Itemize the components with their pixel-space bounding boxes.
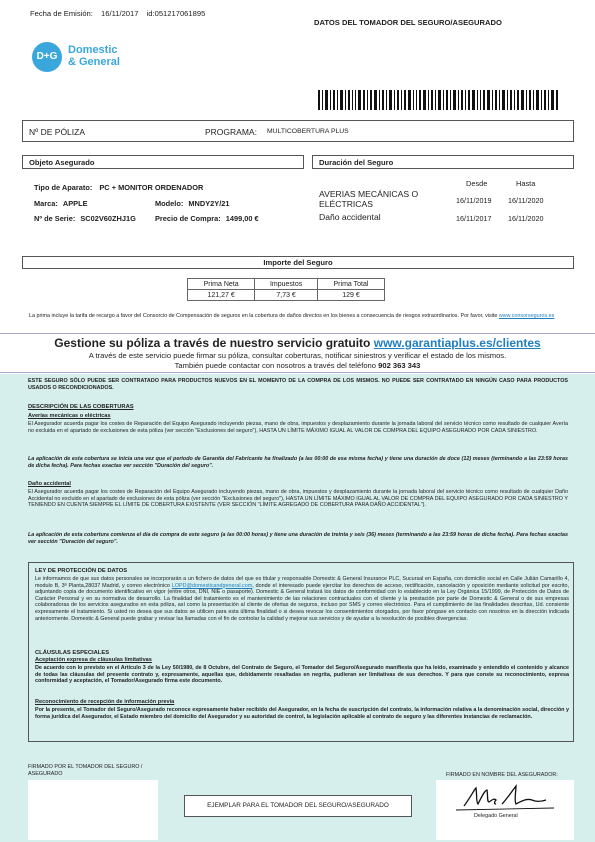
breakdown-title: Averías mecánicas o eléctricas: [28, 413, 111, 419]
accidental-damage-title: Daño accidental: [28, 481, 71, 487]
holder-signature-label: FIRMADO POR EL TOMADOR DEL SEGURO / ASEGURADO: [28, 764, 143, 777]
premium-header-row: [188, 279, 385, 290]
program-value: MULTICOBERTURA PLUS: [267, 128, 349, 135]
duration-col-from: Desde: [466, 179, 488, 188]
document-id: id:051217061895: [146, 9, 206, 18]
acknowledgement-title: Reconocimiento de recepción de información previa: [35, 699, 175, 705]
banner-headline: Gestione su póliza a través de nuestro servicio gratuito www.garantiaplus.es/clientes: [54, 336, 541, 350]
premium-header: [22, 256, 574, 269]
copy-label: EJEMPLAR PARA EL TOMADOR DEL SEGURO/ASEGURADO: [207, 802, 389, 809]
emission-row: [30, 9, 205, 18]
banner-line-3: También puede contactar con nosotros a través del teléfono 902 363 343: [174, 361, 421, 370]
model-row: Modelo: MNDY2Y/21: [155, 199, 230, 208]
coverages-title: DESCRIPCIÓN DE LAS COBERTURAS: [28, 404, 134, 410]
acknowledgement-text: Por la presente, el Tomador del Seguro/Asegurado reconoce expresamente haber recibido del Asegurador, en la fecha de suscripción del contrato, la información relativa a la denominación social, dirección y forma jurídica del Asegurador, el Estado miembro del domicilio del Asegurador y su autoridad de control, la legislación aplicable al contrato de seguro y las diferentes instancias de reclamación.: [35, 707, 569, 720]
lopd-email-link[interactable]: LOPD@domesticandgeneral.com: [171, 582, 253, 589]
premium-net-value: 121,27 €: [188, 290, 255, 301]
brand-row: Marca: APPLE: [34, 199, 88, 208]
handwritten-signature: [436, 780, 574, 816]
price-row: Precio de Compra: 1499,00 €: [155, 214, 259, 223]
duration-col-to: Hasta: [516, 179, 536, 188]
company-logo: [32, 42, 172, 74]
insurer-signature-area: [436, 780, 574, 840]
premium-tax-value: 7,73 €: [255, 290, 318, 301]
duration-title: Duración del Seguro: [319, 158, 394, 167]
holder-signature-box[interactable]: [28, 780, 158, 840]
premium-col-total: Prima Total: [317, 279, 384, 290]
premium-title: Importe del Seguro: [263, 258, 333, 267]
coverage-name: Daño accidental: [319, 212, 381, 222]
data-protection-text: Le informamos de que sus datos personales se incorporarán a un fichero de datos del que es titular y responsable Domestic & General Insurance PLC, Sucursal en España, con domicilio social en Calle Julián Camarillo 4, modulo B, 3ª Planta,28037 Madrid, y correo electrónico LOPD@domesticandgeneral.com, donde el interesado puede ejercitar los derechos de acceso, rectificación, cancelación y oposición mediante solicitud por escrito, adjuntando copia de documento identificativo en vigor (entre otros, DNI, NIE o pasaporte). Domestic & General tratará los datos de conformidad con lo establecido en la Ley Orgánica 15/1999, de Protección de Datos de Carácter Personal y en su normativa de desarrollo. La finalidad del tratamiento es el mantenimiento de las relaciones contractuales con el cliente y la prestación por parte de Domestic & General o de sus empresas colaboradoras de los servicios asegurados en esta póliza, así como la presentación al cliente de ofertas de seguros, incluso por SMS y correo electrónico. Para el cumplimiento de las finalidades descritas, Ud. consiente expresamente el tratamiento. Si usted no desea que sus datos se utilicen para esta última finalidad o si desea revocar los consentimientos otorgados, por favor póngase en contacto con nosotros en la dirección indicada anteriormente. Domestic & General puede grabar y revisar las llamadas con el fin de controlar la calidad y mejorar sus servicios y de ayudar a la resolución de posibles divergencias.: [35, 576, 570, 622]
client-portal-link[interactable]: www.garantiaplus.es/clientes: [373, 336, 541, 350]
acceptance-title: Aceptación expresa de cláusulas limitativas: [35, 657, 152, 663]
policy-number-label: Nº DE PÓLIZA: [29, 127, 86, 137]
banner-line-2: A través de este servicio puede firmar su póliza, consultar coberturas, notificar siniestros y verificar el estado de los mismos.: [88, 351, 507, 360]
legal-box: [28, 562, 574, 742]
logo-text: Domestic & General: [68, 44, 120, 68]
premium-table: [187, 278, 385, 301]
consorcio-link[interactable]: www.consorseguros.es: [498, 313, 555, 319]
premium-note: La prima incluye la tarifa de recargo a favor del Consorcio de Compensación de seguros en la cobertura de daños directos en los bienes a consecuencia de riesgos extraordinarios. Por favor, visite www.consorseguros.es: [29, 313, 555, 319]
premium-value-row: [188, 290, 385, 301]
accidental-damage-period: La aplicación de esta cobertura comienza el día de compra de este seguro (a las 00:00 horas) y tiene una duración de treinta y seis (36) meses (terminando a las 23:59 horas de dicha fecha). Para fechas exactas ver sección "Duración del seguro".: [28, 532, 568, 545]
barcode: [318, 90, 560, 110]
duration-header: [312, 155, 574, 169]
logo-mark-icon: D+G: [32, 42, 62, 72]
coverage-to-date: 16/11/2020: [508, 196, 544, 205]
special-clauses-title: CLÁUSULAS ESPECIALES: [35, 650, 110, 656]
copy-label-box: [184, 795, 412, 817]
premium-col-tax: Impuestos: [255, 279, 318, 290]
insured-object-header: [22, 155, 304, 169]
insurer-signature-label: FIRMADO EN NOMBRE DEL ASEGURADOR:: [446, 772, 558, 778]
delegate-label: Delegado General: [474, 813, 518, 819]
policy-box: [22, 120, 574, 142]
emission-date: 16/11/2017: [101, 9, 139, 18]
coverage-to-date: 16/11/2020: [508, 214, 544, 223]
breakdown-period: La aplicación de esta cobertura se inicia una vez que el periodo de Garantía del Fabricante ha finalizado (a las 00:00 de esa misma fecha) y tiene una duración de doce (12) meses (terminando a las 23:59 horas de dicha fecha). Para fechas exactas ver sección "Duración del seguro".: [28, 456, 568, 469]
premium-total-value: 129 €: [317, 290, 384, 301]
program-label: PROGRAMA:: [205, 127, 257, 137]
premium-col-net: Prima Neta: [188, 279, 255, 290]
coverage-from-date: 16/11/2017: [456, 214, 492, 223]
emission-label: Fecha de Emisión:: [30, 9, 93, 18]
intro-text: ESTE SEGURO SÓLO PUEDE SER CONTRATADO PARA PRODUCTOS NUEVOS EN EL MOMENTO DE LA COMPRA DE LOS MISMOS. NO PUEDE SER CONTRATADO EN NINGÚN CASO PARA PRODUCTOS USADOS O RECONDICIONADOS.: [28, 378, 568, 391]
online-service-banner: [0, 333, 595, 373]
device-type-row: Tipo de Aparato: PC + MONITOR ORDENADOR: [34, 183, 204, 192]
coverage-name: AVERIAS MECÁNICAS O ELÉCTRICAS: [319, 189, 419, 209]
data-protection-title: LEY DE PROTECCIÓN DE DATOS: [35, 568, 128, 574]
breakdown-text: El Asegurador acuerda pagar los costes de Reparación del Equipo Asegurado incluyendo piezas, mano de obra, impuestos y desplazamiento durante la jornada laboral del servicio técnico como resultado de cualquier Avería no excluida en el apartado de exclusiones de esta póliza (ver sección "Exclusiones del seguro"), HASTA UN LÍMITE MÁXIMO IGUAL AL VALOR DE COMPRA DEL EQUIPO ASEGURADO POR CADA SINIESTRO.: [28, 421, 568, 434]
page-title: DATOS DEL TOMADOR DEL SEGURO/ASEGURADO: [314, 18, 502, 27]
phone-number: 902 363 343: [378, 361, 421, 370]
coverage-from-date: 16/11/2019: [456, 196, 492, 205]
serial-row: Nº de Serie: SC02V60ZHJ1G: [34, 214, 136, 223]
insured-object-title: Objeto Asegurado: [29, 158, 95, 167]
acceptance-text: De acuerdo con lo previsto en el Artículo 3 de la Ley 50/1980, de 8 Octubre, del Contrato de Seguro, el Tomador del Seguro/Asegurado manifiesta que ha leído, examinado y entendido el contenido y alcance de todas las cláusulas del presente contrato y, expresamente, aquellas que, debidamente resaltadas en negrita, pudieran ser limitativas de sus derechos. Y para que conste su reconocimiento, expresa conformidad y aceptación, el Tomador/Asegurado firma este documento.: [35, 665, 569, 685]
accidental-damage-text: El Asegurador acuerda pagar los costes de Reparación del Equipo Asegurado incluyendo piezas, mano de obra, impuestos y desplazamiento durante la jornada laboral del servicio técnico como resultado de cualquier Daño Accidental no excluido en el apartado de exclusiones de esta póliza (ver sección "Exclusiones del seguro"), HASTA UN LÍMITE MÁXIMO IGUAL AL VALOR DE COMPRA DEL EQUIPO ASEGURADO POR CADA SINIESTRO Y TENIENDO EN CUENTA SIEMPRE EL LÍMITE DE COBERTURA EXISTENTE (VER SECCIÓN "LÍMITE AGREGADO DE COBERTURA PARA DAÑO ACCIDENTAL").: [28, 489, 568, 509]
